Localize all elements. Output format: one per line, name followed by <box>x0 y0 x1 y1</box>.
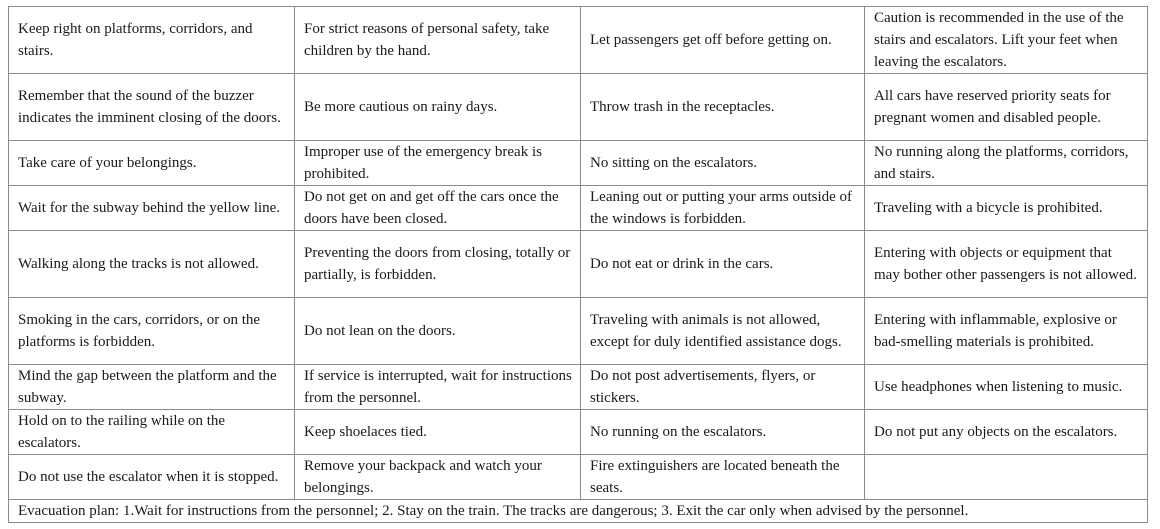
rule-cell: All cars have reserved priority seats for pregnant women and disabled people. <box>865 74 1148 141</box>
rule-cell: Hold on to the railing while on the escalators. <box>9 410 295 455</box>
rule-cell: Keep right on platforms, corridors, and stairs. <box>9 7 295 74</box>
rule-cell: Do not put any objects on the escalators. <box>865 410 1148 455</box>
rule-cell: No running on the escalators. <box>581 410 865 455</box>
rule-cell: Leaning out or putting your arms outside of the windows is forbidden. <box>581 186 865 231</box>
rule-cell: Remember that the sound of the buzzer indicates the imminent closing of the doors. <box>9 74 295 141</box>
rule-cell: Do not use the escalator when it is stopped. <box>9 455 295 500</box>
evacuation-plan-row <box>9 500 1148 523</box>
rule-cell: Improper use of the emergency break is prohibited. <box>295 141 581 186</box>
rule-cell: Use headphones when listening to music. <box>865 365 1148 410</box>
rule-cell: Do not post advertisements, flyers, or stickers. <box>581 365 865 410</box>
rule-cell-empty <box>865 455 1148 500</box>
rule-cell: If service is interrupted, wait for instructions from the personnel. <box>295 365 581 410</box>
rule-cell: Take care of your belongings. <box>9 141 295 186</box>
rule-cell: Walking along the tracks is not allowed. <box>9 231 295 298</box>
rule-cell: Entering with inflammable, explosive or bad-smelling materials is prohibited. <box>865 298 1148 365</box>
rule-cell: No sitting on the escalators. <box>581 141 865 186</box>
rule-cell: Mind the gap between the platform and the subway. <box>9 365 295 410</box>
rule-cell: Caution is recommended in the use of the stairs and escalators. Lift your feet when leaving the escalators. <box>865 7 1148 74</box>
table-row <box>9 231 1148 298</box>
rule-cell: Fire extinguishers are located beneath the seats. <box>581 455 865 500</box>
table-row <box>9 298 1148 365</box>
rule-cell: For strict reasons of personal safety, take children by the hand. <box>295 7 581 74</box>
rule-cell: Do not eat or drink in the cars. <box>581 231 865 298</box>
subway-rules-table <box>8 6 1148 523</box>
rule-cell: Wait for the subway behind the yellow line. <box>9 186 295 231</box>
table-row <box>9 365 1148 410</box>
rule-cell: Remove your backpack and watch your belongings. <box>295 455 581 500</box>
rule-cell: Traveling with a bicycle is prohibited. <box>865 186 1148 231</box>
rule-cell: Do not lean on the doors. <box>295 298 581 365</box>
rule-cell: Entering with objects or equipment that may bother other passengers is not allowed. <box>865 231 1148 298</box>
table-row <box>9 410 1148 455</box>
evacuation-plan-text: Evacuation plan: 1.Wait for instructions from the personnel; 2. Stay on the train. The tracks are dangerous; 3. Exit the car only when advised by the personnel. <box>9 500 1148 523</box>
rule-cell: Traveling with animals is not allowed, except for duly identified assistance dogs. <box>581 298 865 365</box>
rule-cell: No running along the platforms, corridors, and stairs. <box>865 141 1148 186</box>
table-row <box>9 141 1148 186</box>
rule-cell: Be more cautious on rainy days. <box>295 74 581 141</box>
rule-cell: Let passengers get off before getting on. <box>581 7 865 74</box>
rule-cell: Smoking in the cars, corridors, or on the platforms is forbidden. <box>9 298 295 365</box>
rule-cell: Throw trash in the receptacles. <box>581 74 865 141</box>
rule-cell: Do not get on and get off the cars once the doors have been closed. <box>295 186 581 231</box>
rule-cell: Keep shoelaces tied. <box>295 410 581 455</box>
table-row <box>9 74 1148 141</box>
table-row <box>9 186 1148 231</box>
rule-cell: Preventing the doors from closing, totally or partially, is forbidden. <box>295 231 581 298</box>
table-row <box>9 455 1148 500</box>
table-row <box>9 7 1148 74</box>
